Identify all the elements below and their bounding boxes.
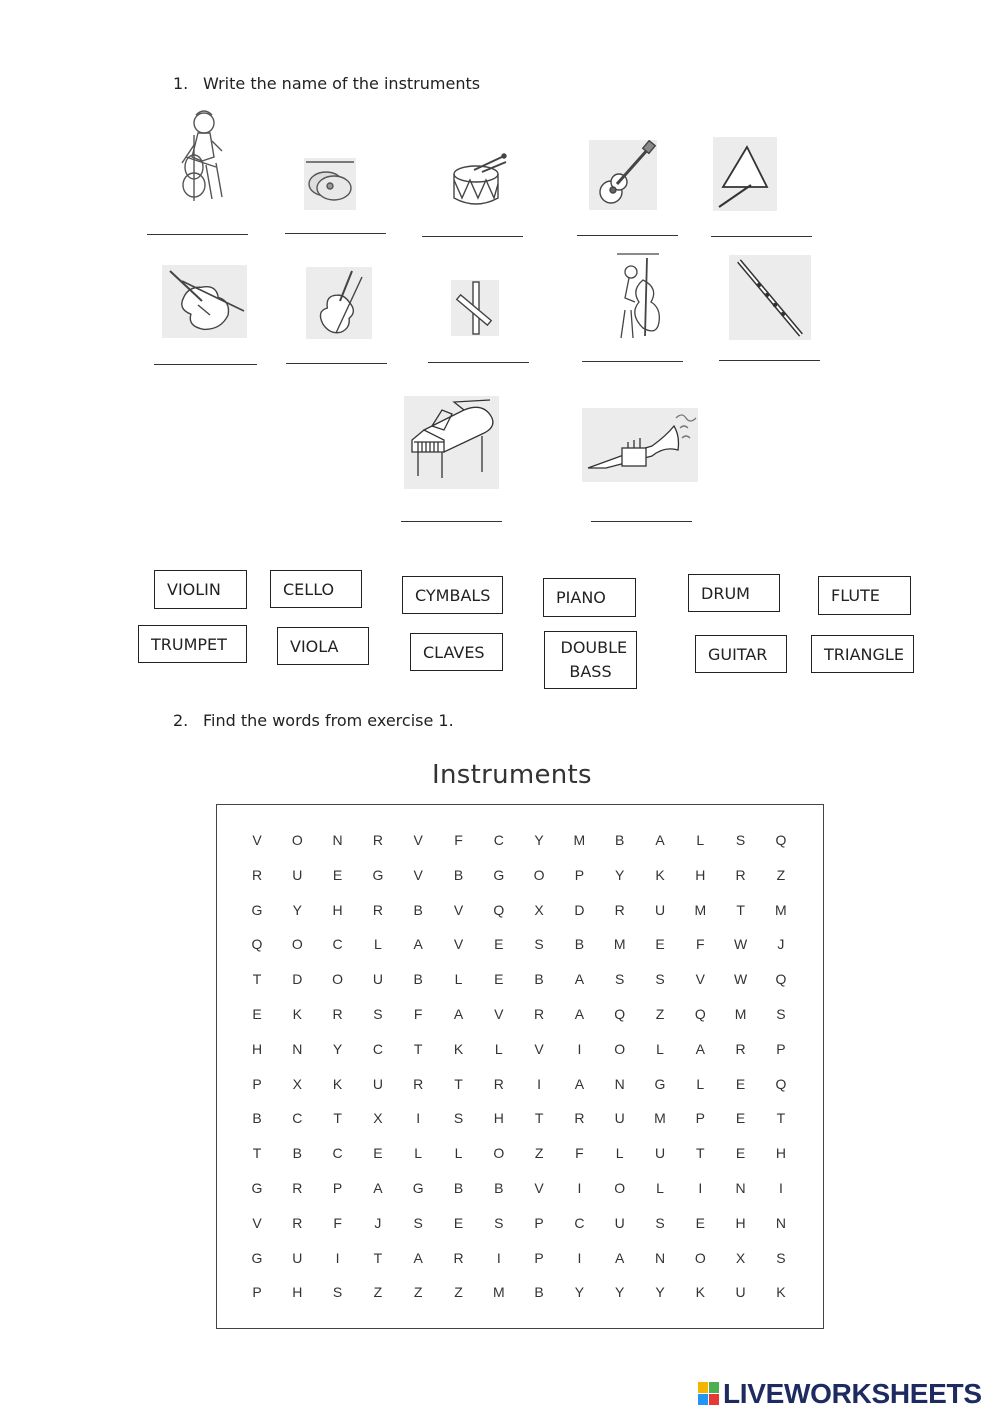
word-search-letter[interactable]: I <box>335 1249 340 1266</box>
word-search-title: Instruments <box>432 760 592 790</box>
word-search-letter[interactable]: L <box>494 1040 503 1057</box>
word-search-letter[interactable]: L <box>454 1145 463 1162</box>
word-search-letter[interactable]: U <box>614 1110 625 1127</box>
word-search-letter[interactable]: U <box>372 971 383 988</box>
word-search-letter[interactable]: O <box>694 1249 706 1266</box>
word-search-letter[interactable]: S <box>776 1006 786 1022</box>
word-search-letter[interactable]: M <box>694 901 707 918</box>
word-search-letter[interactable]: R <box>332 1006 343 1022</box>
answer-line-4[interactable] <box>577 235 678 236</box>
word-search-row <box>217 1076 823 1100</box>
word-search-letter[interactable]: S <box>373 1006 383 1022</box>
word-search-letter[interactable]: T <box>736 901 745 918</box>
word-search-letter[interactable]: O <box>332 971 344 988</box>
word-search-letter[interactable]: T <box>373 1249 383 1266</box>
word-search-letter[interactable]: O <box>614 1180 626 1196</box>
word-search-letter[interactable]: L <box>696 1075 705 1092</box>
answer-line-3[interactable] <box>422 236 523 237</box>
word-search-letter[interactable]: R <box>493 1075 504 1092</box>
word-search-letter[interactable]: H <box>292 1284 303 1301</box>
word-search-letter[interactable]: I <box>537 1075 542 1092</box>
word-search-letter[interactable]: N <box>654 1249 666 1266</box>
word-search-letter[interactable]: N <box>775 1214 786 1231</box>
word-search-letter[interactable]: P <box>776 1040 786 1057</box>
word-search-row <box>217 971 823 995</box>
word-bank-claves[interactable]: CLAVES <box>410 633 503 671</box>
word-search-letter[interactable]: N <box>735 1180 746 1196</box>
word-search-letter[interactable]: P <box>252 1284 262 1301</box>
word-search-letter[interactable]: I <box>698 1180 703 1196</box>
word-search-letter[interactable]: Z <box>534 1145 544 1162</box>
word-search-letter[interactable]: G <box>251 901 263 918</box>
word-search-letter[interactable]: T <box>696 1145 705 1162</box>
word-search-row <box>217 1250 823 1274</box>
word-search-letter[interactable]: W <box>733 971 748 988</box>
word-search-letter[interactable]: P <box>252 1075 262 1092</box>
word-search-letter[interactable]: Y <box>332 1040 343 1057</box>
word-search-letter[interactable]: B <box>453 1180 464 1196</box>
word-search-letter[interactable]: U <box>614 1214 625 1231</box>
word-search-letter[interactable]: F <box>454 832 463 848</box>
word-search-letter[interactable]: B <box>574 936 585 953</box>
word-search-letter[interactable]: B <box>534 1284 544 1301</box>
word-search-letter[interactable]: R <box>251 866 263 883</box>
claves-icon <box>451 280 499 336</box>
word-search-letter[interactable]: M <box>613 936 626 953</box>
word-search-letter[interactable]: Y <box>534 832 544 848</box>
word-search-letter[interactable]: R <box>372 832 383 848</box>
word-search-letter[interactable]: Z <box>454 1284 463 1301</box>
word-search-letter[interactable]: L <box>656 1040 664 1057</box>
word-search-letter[interactable]: A <box>413 936 423 953</box>
logo-square-1 <box>698 1382 708 1393</box>
answer-line-6[interactable] <box>154 364 257 365</box>
word-search-letter[interactable]: L <box>454 971 463 988</box>
word-search-letter[interactable]: S <box>776 1249 786 1266</box>
word-search-row <box>217 1284 823 1308</box>
word-search-letter[interactable]: B <box>615 832 625 848</box>
word-search-letter[interactable]: P <box>332 1180 343 1196</box>
word-search-letter[interactable]: G <box>372 866 384 883</box>
word-search-letter[interactable]: B <box>413 901 423 918</box>
answer-line-5[interactable] <box>711 236 812 237</box>
word-search-letter[interactable]: S <box>534 936 544 953</box>
word-bank-violin[interactable]: VIOLIN <box>154 570 247 609</box>
word-search-letter[interactable]: L <box>373 936 382 953</box>
word-search-letter[interactable]: Y <box>655 1284 665 1301</box>
question-2-text: Find the words from exercise 1. <box>203 711 454 730</box>
word-search-letter[interactable]: N <box>614 1075 625 1092</box>
word-search-letter[interactable]: K <box>332 1075 343 1092</box>
piano-icon <box>404 396 499 489</box>
word-search-letter[interactable]: E <box>453 1214 464 1231</box>
word-search-letter[interactable]: S <box>655 1214 665 1231</box>
word-search-letter[interactable]: O <box>614 1040 626 1057</box>
word-search-letter[interactable]: L <box>696 832 705 848</box>
word-search-letter[interactable]: G <box>412 1180 424 1196</box>
word-search-row <box>217 1145 823 1169</box>
double-bass-icon <box>613 250 663 342</box>
word-search-letter[interactable]: V <box>534 1180 544 1196</box>
word-search-letter[interactable]: E <box>655 936 665 953</box>
word-search-row <box>217 1041 823 1065</box>
word-search-letter[interactable]: D <box>292 971 303 988</box>
word-search-letter[interactable]: U <box>654 901 666 918</box>
word-search-letter[interactable]: T <box>252 971 262 988</box>
word-search-letter[interactable]: B <box>252 1110 262 1127</box>
word-search-letter[interactable]: S <box>453 1110 464 1127</box>
answer-line-9[interactable] <box>582 361 683 362</box>
word-search-letter[interactable]: B <box>494 1180 504 1196</box>
word-search-letter[interactable]: U <box>654 1145 666 1162</box>
word-search-letter[interactable]: L <box>656 1180 664 1196</box>
word-search-letter[interactable]: A <box>615 1249 625 1266</box>
word-search-letter[interactable]: R <box>735 1040 746 1057</box>
word-search-letter[interactable]: C <box>332 1145 343 1162</box>
word-search-letter[interactable]: Q <box>775 832 787 848</box>
word-search-letter[interactable]: Q <box>493 901 505 918</box>
violin-icon <box>306 267 372 339</box>
word-search-letter[interactable]: E <box>735 1075 746 1092</box>
word-search-letter[interactable]: W <box>733 936 748 953</box>
word-search-letter[interactable]: Q <box>775 1075 787 1092</box>
word-search-letter[interactable]: D <box>574 901 585 918</box>
word-search-letter[interactable]: V <box>453 901 464 918</box>
word-search-letter[interactable]: Z <box>776 866 786 883</box>
word-search-letter[interactable]: S <box>735 832 746 848</box>
guitar-icon <box>589 140 657 210</box>
word-search-letter[interactable]: B <box>534 971 544 988</box>
answer-line-7[interactable] <box>286 363 387 364</box>
word-search-letter[interactable]: Y <box>574 1284 585 1301</box>
word-search-letter[interactable]: Q <box>775 971 787 988</box>
word-search-letter[interactable]: E <box>494 971 504 988</box>
word-bank-double-bass-label: DOUBLE BASS <box>560 638 628 681</box>
word-search-letter[interactable]: M <box>734 1006 747 1022</box>
word-bank-cello[interactable]: CELLO <box>270 570 362 608</box>
word-search-letter[interactable]: A <box>373 1180 383 1196</box>
word-search-letter[interactable]: F <box>333 1214 342 1231</box>
word-search-letter[interactable]: Y <box>615 866 625 883</box>
word-search-letter[interactable]: H <box>735 1214 746 1231</box>
word-search-letter[interactable]: A <box>413 1249 423 1266</box>
word-search-letter[interactable]: C <box>493 832 504 848</box>
word-search-letter[interactable]: R <box>372 901 383 918</box>
word-search-letter[interactable]: F <box>413 1006 423 1022</box>
word-search-letter[interactable]: O <box>291 832 303 848</box>
word-search-letter[interactable]: S <box>332 1284 343 1301</box>
word-bank-triangle[interactable]: TRIANGLE <box>811 635 914 673</box>
answer-line-12[interactable] <box>591 521 692 522</box>
word-search-letter[interactable]: V <box>494 1006 504 1022</box>
word-search-letter[interactable]: E <box>252 1006 262 1022</box>
word-search-letter[interactable]: B <box>413 971 423 988</box>
word-search-letter[interactable]: I <box>577 1040 582 1057</box>
word-search-letter[interactable]: A <box>574 971 585 988</box>
word-search-letter[interactable]: L <box>615 1145 624 1162</box>
word-search-letter[interactable]: T <box>534 1110 544 1127</box>
word-search-letter[interactable]: B <box>453 866 464 883</box>
word-search-letter[interactable]: T <box>333 1110 342 1127</box>
word-search-letter[interactable]: I <box>577 1249 582 1266</box>
word-search-letter[interactable]: P <box>574 866 585 883</box>
word-search-letter[interactable]: J <box>777 936 785 953</box>
word-search-letter[interactable]: M <box>573 832 586 848</box>
word-search-row <box>217 936 823 960</box>
word-search-letter[interactable]: E <box>494 936 504 953</box>
word-search-letter[interactable]: E <box>373 1145 383 1162</box>
word-search-letter[interactable]: I <box>778 1180 783 1196</box>
word-search-letter[interactable]: J <box>374 1214 382 1231</box>
word-search-letter[interactable]: M <box>492 1284 505 1301</box>
word-search-letter[interactable]: K <box>292 1006 302 1022</box>
word-search-letter[interactable]: E <box>332 866 343 883</box>
flute-icon <box>729 255 811 340</box>
word-search-letter[interactable]: F <box>575 1145 584 1162</box>
word-search-grid[interactable] <box>216 804 824 1329</box>
triangle-icon <box>713 137 777 211</box>
logo-square-2 <box>709 1382 719 1393</box>
question-2 <box>173 711 454 730</box>
question-1-number: 1. <box>173 74 189 93</box>
cello-player-icon <box>168 105 236 205</box>
answer-line-8[interactable] <box>428 362 529 363</box>
word-search-letter[interactable]: Z <box>373 1284 383 1301</box>
word-search-letter[interactable]: S <box>615 971 625 988</box>
word-search-letter[interactable]: N <box>332 832 343 848</box>
word-search-letter[interactable]: K <box>655 866 665 883</box>
word-search-letter[interactable]: G <box>493 866 505 883</box>
word-search-letter[interactable]: P <box>534 1214 544 1231</box>
word-search-letter[interactable]: V <box>453 936 464 953</box>
word-search-letter[interactable]: H <box>251 1040 263 1057</box>
word-search-letter[interactable]: L <box>414 1145 423 1162</box>
word-search-letter[interactable]: H <box>775 1145 786 1162</box>
word-search-letter[interactable]: C <box>292 1110 303 1127</box>
word-search-letter[interactable]: V <box>413 832 423 848</box>
logo-square-4 <box>709 1394 719 1405</box>
word-search-letter[interactable]: I <box>577 1180 582 1196</box>
word-search-letter[interactable]: X <box>373 1110 383 1127</box>
word-search-letter[interactable]: P <box>534 1249 544 1266</box>
drum-icon <box>446 152 510 212</box>
word-search-letter[interactable]: V <box>413 866 423 883</box>
viola-icon <box>162 265 247 338</box>
word-search-letter[interactable]: R <box>735 866 746 883</box>
word-search-letter[interactable]: R <box>534 1006 545 1022</box>
word-search-letter[interactable]: U <box>372 1075 383 1092</box>
word-bank-piano[interactable]: PIANO <box>543 578 636 617</box>
word-search-letter[interactable]: E <box>735 1145 746 1162</box>
word-search-letter[interactable]: T <box>413 1040 423 1057</box>
word-search-letter[interactable]: V <box>252 832 262 848</box>
word-search-letter[interactable]: B <box>292 1145 302 1162</box>
word-search-letter[interactable]: V <box>534 1040 544 1057</box>
word-search-letter[interactable]: A <box>655 832 665 848</box>
word-bank-guitar[interactable]: GUITAR <box>695 635 787 673</box>
word-search-letter[interactable]: R <box>453 1249 464 1266</box>
word-search-letter[interactable]: C <box>332 936 343 953</box>
word-bank-flute[interactable]: FLUTE <box>818 576 911 615</box>
word-search-letter[interactable]: F <box>696 936 705 953</box>
word-search-letter[interactable]: H <box>493 1110 504 1127</box>
liveworksheets-wordmark: LIVEWORKSHEETS <box>723 1378 982 1409</box>
word-search-row <box>217 867 823 891</box>
trumpet-icon <box>582 408 698 482</box>
word-search-letter[interactable]: V <box>252 1214 262 1231</box>
word-search-letter[interactable]: E <box>735 1110 746 1127</box>
word-bank-drum[interactable]: DRUM <box>688 574 780 612</box>
word-search-letter[interactable]: K <box>695 1284 705 1301</box>
word-search-letter[interactable]: G <box>654 1075 666 1092</box>
word-search-letter[interactable]: S <box>413 1214 423 1231</box>
word-search-letter[interactable]: O <box>291 936 303 953</box>
word-search-letter[interactable]: A <box>453 1006 464 1022</box>
word-search-letter[interactable]: X <box>292 1075 302 1092</box>
word-search-letter[interactable]: U <box>292 1249 303 1266</box>
word-search-row <box>217 832 823 856</box>
word-search-letter[interactable]: A <box>574 1006 585 1022</box>
logo-square-3 <box>698 1394 708 1405</box>
word-search-letter[interactable]: S <box>655 971 665 988</box>
word-search-row <box>217 1006 823 1030</box>
word-search-row <box>217 1215 823 1239</box>
word-search-row <box>217 902 823 926</box>
liveworksheets-brand <box>697 1378 982 1410</box>
word-search-letter[interactable]: H <box>695 866 706 883</box>
word-search-letter[interactable]: U <box>292 866 303 883</box>
word-search-letter[interactable]: Z <box>655 1006 665 1022</box>
word-search-letter[interactable]: T <box>454 1075 463 1092</box>
word-search-letter[interactable]: X <box>534 901 544 918</box>
word-search-letter[interactable]: R <box>574 1110 585 1127</box>
word-search-letter[interactable]: R <box>614 901 625 918</box>
word-search-letter[interactable]: V <box>695 971 705 988</box>
word-search-letter[interactable]: C <box>372 1040 383 1057</box>
word-search-letter[interactable]: A <box>695 1040 705 1057</box>
word-search-letter[interactable]: X <box>735 1249 746 1266</box>
word-search-letter[interactable]: S <box>494 1214 504 1231</box>
word-search-letter[interactable]: R <box>292 1180 303 1196</box>
word-bank-viola[interactable]: VIOLA <box>277 627 369 665</box>
word-search-letter[interactable]: K <box>453 1040 464 1057</box>
word-search-letter[interactable]: M <box>654 1110 666 1127</box>
word-search-letter[interactable]: O <box>533 866 545 883</box>
question-1 <box>173 74 480 93</box>
word-search-letter[interactable]: Y <box>615 1284 625 1301</box>
word-search-letter[interactable]: Z <box>413 1284 423 1301</box>
cymbals-icon <box>304 158 356 210</box>
question-2-number: 2. <box>173 711 189 730</box>
word-search-letter[interactable]: R <box>413 1075 424 1092</box>
word-search-letter[interactable]: G <box>251 1249 263 1266</box>
word-search-letter[interactable]: G <box>251 1180 263 1196</box>
word-search-letter[interactable]: Q <box>694 1006 706 1022</box>
word-search-letter[interactable]: M <box>775 901 787 918</box>
word-search-letter[interactable]: U <box>735 1284 746 1301</box>
word-bank-cymbals[interactable]: CYMBALS <box>402 576 503 614</box>
answer-line-1[interactable] <box>147 234 248 235</box>
answer-line-11[interactable] <box>401 521 502 522</box>
word-search-letter[interactable]: O <box>493 1145 505 1162</box>
word-search-letter[interactable]: Y <box>292 901 302 918</box>
word-search-letter[interactable]: A <box>574 1075 585 1092</box>
word-search-letter[interactable]: Q <box>614 1006 626 1022</box>
liveworksheets-logo-icon <box>697 1381 721 1407</box>
question-1-text: Write the name of the instruments <box>203 74 481 93</box>
word-search-row <box>217 1110 823 1134</box>
word-search-row <box>217 1180 823 1204</box>
word-bank-double-bass[interactable] <box>544 631 637 689</box>
word-search-letter[interactable]: E <box>695 1214 705 1231</box>
word-search-letter[interactable]: T <box>776 1110 786 1127</box>
word-search-letter[interactable]: N <box>292 1040 303 1057</box>
answer-line-10[interactable] <box>719 360 820 361</box>
word-search-letter[interactable]: Q <box>251 936 263 953</box>
word-search-letter[interactable]: I <box>496 1249 501 1266</box>
answer-line-2[interactable] <box>285 233 386 234</box>
word-search-letter[interactable]: R <box>292 1214 303 1231</box>
word-search-letter[interactable]: P <box>695 1110 705 1127</box>
word-search-letter[interactable]: C <box>574 1214 585 1231</box>
word-search-letter[interactable]: H <box>332 901 343 918</box>
word-search-letter[interactable]: I <box>416 1110 421 1127</box>
word-search-letter[interactable]: T <box>252 1145 262 1162</box>
word-search-letter[interactable]: K <box>776 1284 786 1301</box>
word-bank-trumpet[interactable]: TRUMPET <box>138 625 247 663</box>
